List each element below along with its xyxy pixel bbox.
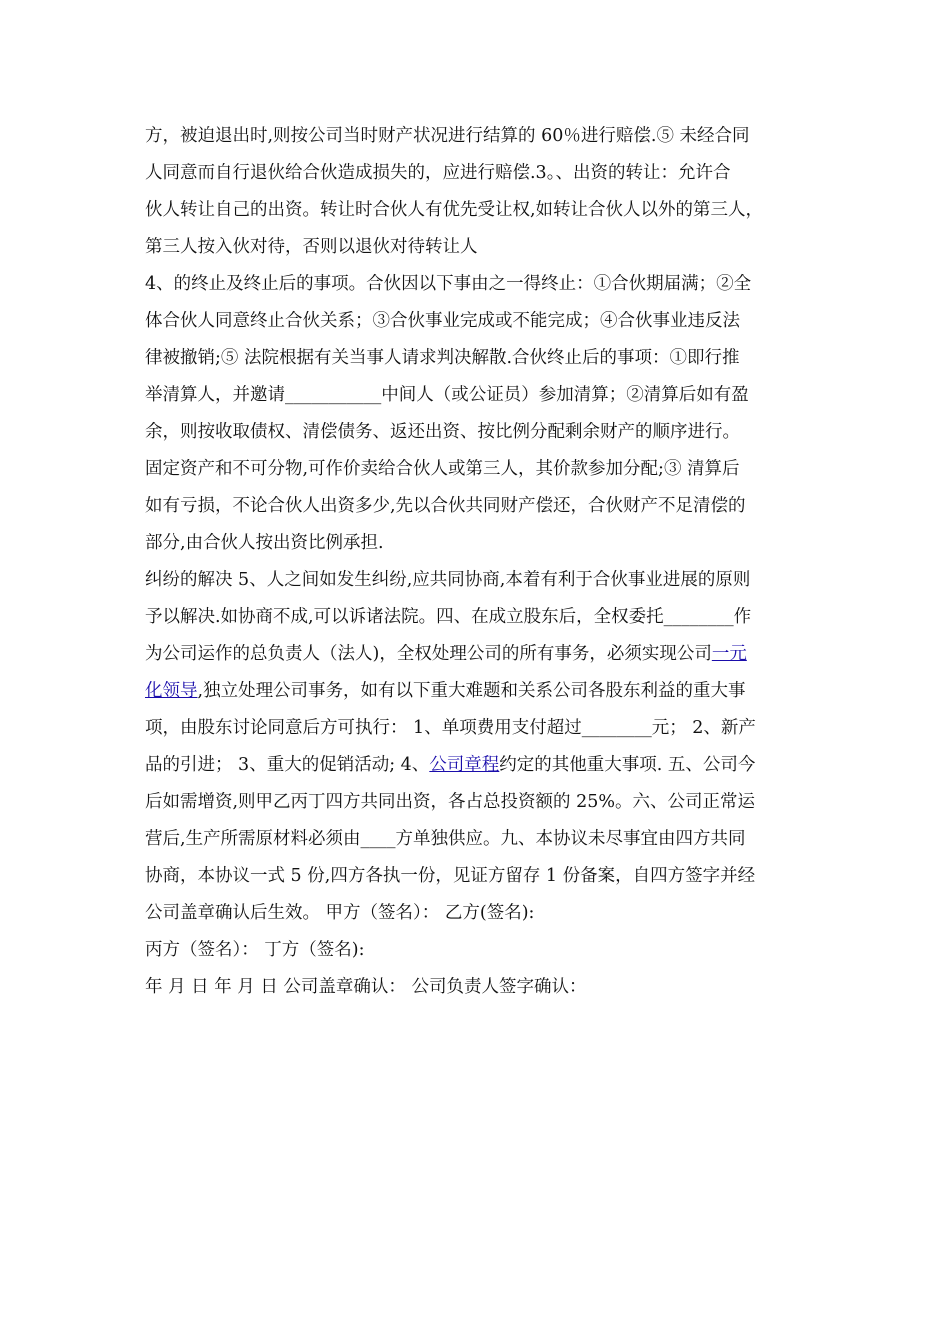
line-text: 协商，本协议一式 5 份,四方各执一份，见证方留存 1 份备案，自四方签字并经 — [145, 866, 756, 886]
text-line-22 — [145, 901, 534, 925]
text-line-10 — [145, 457, 740, 481]
line-text: 如有亏损，不论合伙人出资多少,先以合伙共同财产偿还，合伙财产不足清偿的 — [145, 496, 746, 516]
line-text: 纠纷的解决 5、人之间如发生纠纷,应共同协商,本着有利于合伙事业进展的原则 — [145, 570, 751, 590]
text-line-4 — [145, 235, 478, 259]
line-text: ,独立处理公司事务，如有以下重大难题和关系公司各股东利益的重大事 — [197, 681, 746, 701]
line-text: 部分,由合伙人按出资比例承担. — [145, 533, 384, 553]
text-line-13 — [145, 568, 750, 592]
line-text: 人同意而自行退伙给合伙造成损失的，应进行赔偿.3。、出资的转让：允许合 — [145, 163, 731, 183]
line-text: 营后,生产所需原材料必须由____方单独供应。九、本协议未尽事宜由四方共同 — [145, 829, 746, 849]
line-text: 丙方（签名）： 丁方（签名): — [145, 940, 365, 960]
text-line-18 — [145, 753, 755, 777]
link-yiyuan-part2[interactable]: 化领导 — [145, 681, 198, 701]
text-line-24 — [145, 975, 586, 999]
line-text: 固定资产和不可分物,可作价卖给合伙人或第三人，其价款参加分配;③ 清算后 — [145, 459, 740, 479]
link-company-charter[interactable]: 公司章程 — [429, 755, 500, 775]
text-line-17 — [145, 716, 756, 740]
line-text: 年 月 日 年 月 日 公司盖章确认： 公司负责人签字确认： — [145, 977, 587, 997]
line-text: 4、的终止及终止后的事项。合伙因以下事由之一得终止：①合伙期届满；②全 — [145, 274, 752, 294]
text-line-2 — [145, 161, 730, 185]
text-line-6 — [145, 309, 740, 333]
link-yiyuan-part1[interactable]: 一元 — [711, 644, 747, 664]
line-text: 后如需增资,则甲乙丙丁四方共同出资，各占总投资额的 25%。六、公司正常运 — [145, 792, 756, 812]
text-line-19 — [145, 790, 755, 814]
text-line-5 — [145, 272, 751, 296]
line-text: 举清算人，并邀请___________中间人（或公证员）参加清算；②清算后如有盈 — [145, 385, 749, 405]
text-line-12 — [145, 531, 384, 555]
line-text: 品的引进； 3、重大的促销活动; 4、 — [145, 755, 430, 775]
text-line-14 — [145, 605, 751, 629]
text-line-7 — [145, 346, 740, 370]
text-line-8 — [145, 383, 749, 407]
text-line-11 — [145, 494, 746, 518]
text-line-23 — [145, 938, 365, 962]
text-line-9 — [145, 420, 740, 444]
line-text: 予以解决.如协商不成,可以诉诸法院。四、在成立股东后，全权委托________作 — [145, 607, 752, 627]
line-text: 项，由股东讨论同意后方可执行： 1、单项费用支付超过________元； 2、新产 — [145, 718, 756, 738]
line-text: 为公司运作的总负责人（法人)，全权处理公司的所有事务，必须实现公司 — [145, 644, 712, 664]
line-text: 伙人转让自己的出资。转让时合伙人有优先受让权,如转让合伙人以外的第三人， — [145, 200, 764, 220]
line-text: 第三人按入伙对待，否则以退伙对待转让人 — [145, 237, 478, 257]
line-text: 律被撤销;⑤ 法院根据有关当事人请求判决解散.合伙终止后的事项：①即行推 — [145, 348, 740, 368]
text-line-20 — [145, 827, 746, 851]
text-line-16 — [145, 679, 746, 703]
text-line-3 — [145, 198, 763, 222]
line-text: 约定的其他重大事项. 五、公司今 — [499, 755, 756, 775]
line-text: 方，被迫退出时,则按公司当时财产状况进行结算的 60％进行赔偿.⑤ 未经合同 — [145, 126, 750, 146]
text-line-15 — [145, 642, 747, 666]
line-text: 公司盖章确认后生效。 甲方（签名）： 乙方(签名): — [145, 903, 535, 923]
line-text: 余，则按收取债权、清偿债务、返还出资、按比例分配剩余财产的顺序进行。 — [145, 422, 740, 442]
text-line-21 — [145, 864, 755, 888]
text-line-1 — [145, 124, 750, 148]
line-text: 体合伙人同意终止合伙关系；③合伙事业完成或不能完成；④合伙事业违反法 — [145, 311, 740, 331]
